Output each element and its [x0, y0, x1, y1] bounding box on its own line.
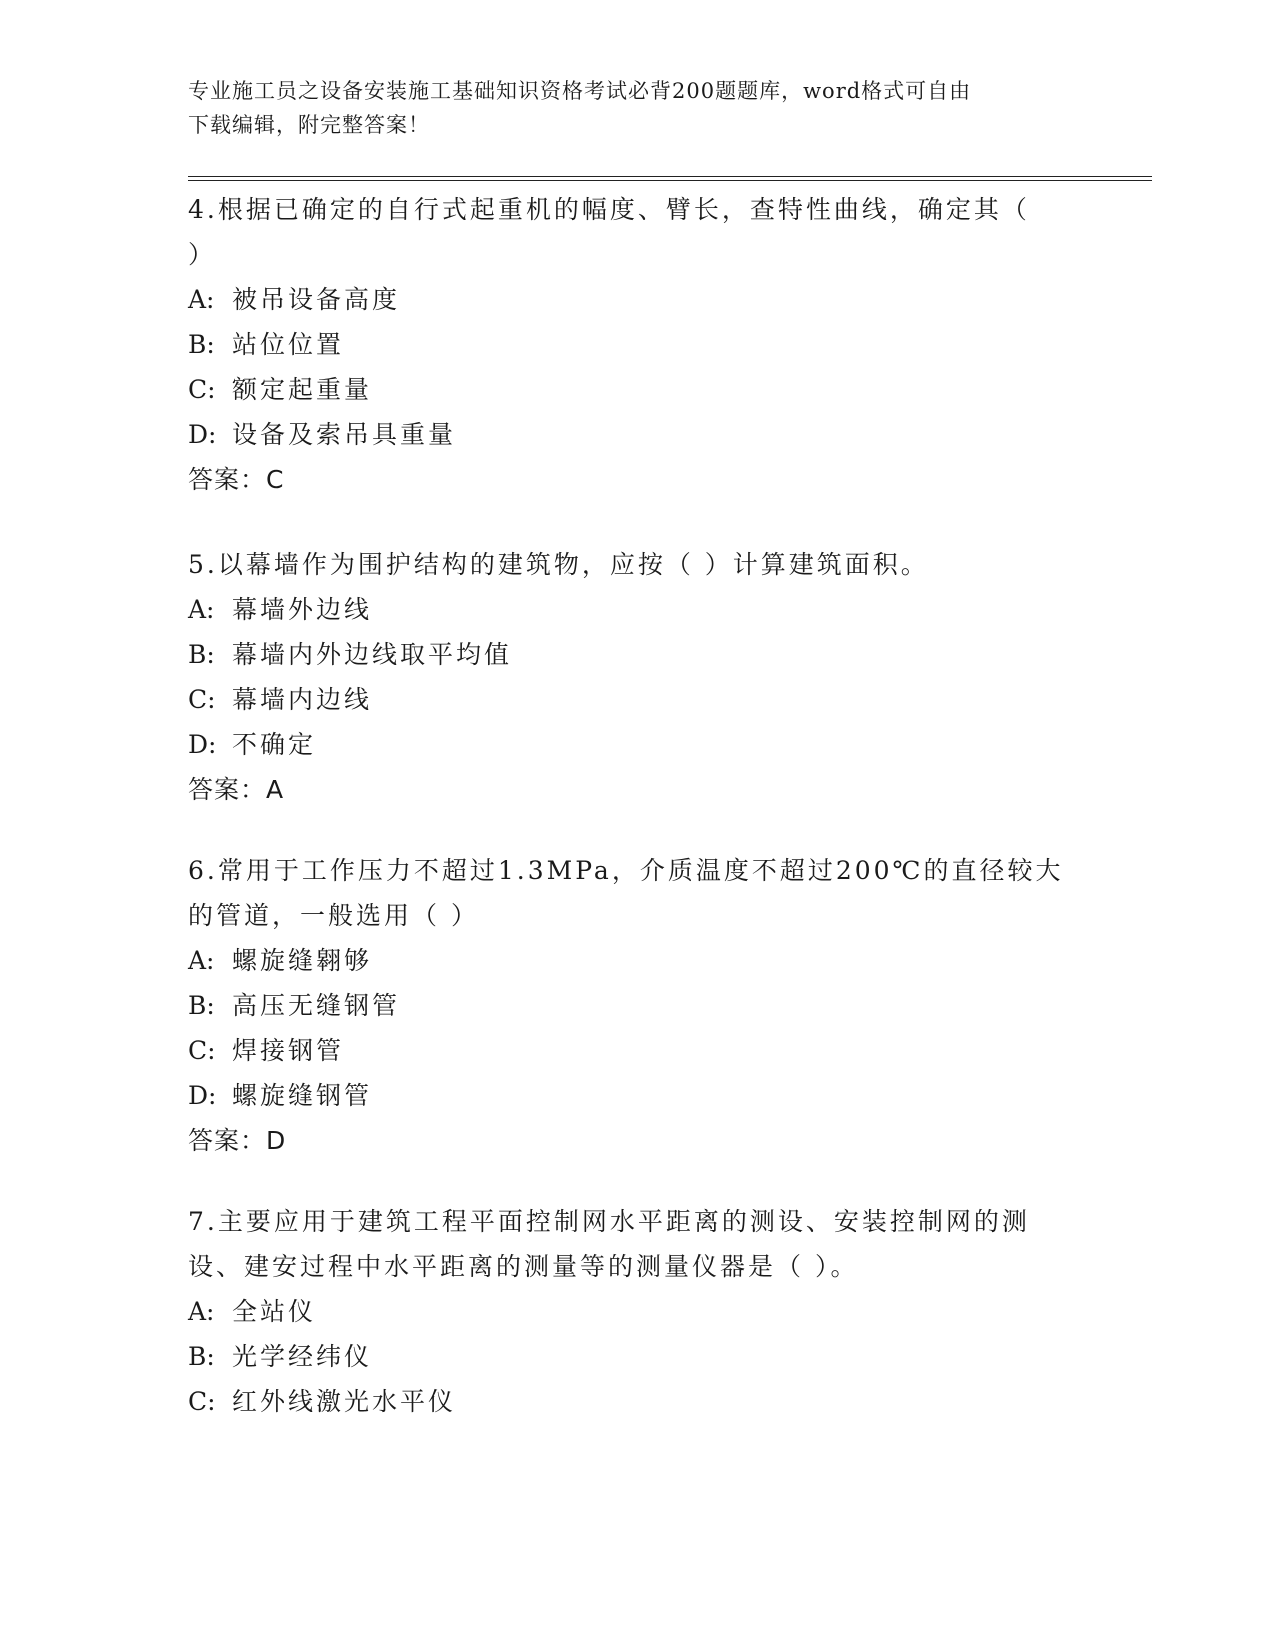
- answer-line: 答案：C: [188, 465, 285, 494]
- question-4: [188, 187, 1088, 502]
- option-c: [188, 1028, 1088, 1073]
- option-b: [188, 632, 1088, 677]
- option-text: 幕墙外边线: [232, 595, 373, 624]
- option-text: 被吊设备高度: [232, 285, 401, 314]
- option-letter: B:: [188, 991, 215, 1020]
- option-letter: A:: [188, 595, 215, 624]
- option-text: 额定起重量: [232, 375, 373, 404]
- option-b: [188, 983, 1088, 1028]
- option-letter: C:: [188, 1387, 216, 1416]
- option-a: [188, 1289, 1088, 1334]
- answer-line: 答案：A: [188, 775, 285, 804]
- option-text: 设备及索吊具重量: [232, 420, 457, 449]
- document-header: [188, 74, 1068, 142]
- option-d: [188, 1073, 1088, 1118]
- question-5: [188, 542, 1088, 812]
- option-letter: D:: [188, 420, 217, 449]
- option-text: 螺旋缝钢管: [232, 1081, 373, 1110]
- question-stem-line-2: ）: [188, 240, 217, 269]
- option-letter: C:: [188, 685, 216, 714]
- option-text: 光学经纬仪: [232, 1342, 373, 1371]
- question-stem-line-2: 设、建安过程中水平距离的测量等的测量仪器是（ ）。: [188, 1252, 859, 1281]
- option-c: [188, 367, 1088, 412]
- option-c: [188, 677, 1088, 722]
- option-letter: D:: [188, 730, 217, 759]
- question-stem-line-1: 4.根据已确定的自行式起重机的幅度、臂长，查特性曲线，确定其（: [188, 195, 1030, 224]
- option-text: 幕墙内边线: [232, 685, 373, 714]
- option-letter: B:: [188, 1342, 215, 1371]
- header-divider-top: [188, 176, 1152, 177]
- option-c: [188, 1379, 1088, 1424]
- option-a: [188, 938, 1088, 983]
- option-letter: B:: [188, 330, 215, 359]
- question-stem-line-1: 5.以幕墙作为围护结构的建筑物，应按（ ）计算建筑面积。: [188, 550, 929, 579]
- answer-line: 答案：D: [188, 1126, 287, 1155]
- header-title-line-2: 下载编辑，附完整答案！: [188, 113, 430, 137]
- question-stem-line-1: 6.常用于工作压力不超过1.3MPa，介质温度不超过200℃的直径较大: [188, 856, 1064, 885]
- option-letter: C:: [188, 1036, 216, 1065]
- option-a: [188, 587, 1088, 632]
- option-letter: A:: [188, 1297, 215, 1326]
- option-text: 高压无缝钢管: [232, 991, 401, 1020]
- option-letter: B:: [188, 640, 215, 669]
- question-6: [188, 848, 1088, 1163]
- option-b: [188, 1334, 1088, 1379]
- option-text: 站位位置: [232, 330, 345, 359]
- header-title-line-1: 专业施工员之设备安装施工基础知识资格考试必背200题题库，word格式可自由: [188, 79, 972, 103]
- option-a: [188, 277, 1088, 322]
- option-text: 全站仪: [232, 1297, 317, 1326]
- option-text: 红外线激光水平仪: [232, 1387, 457, 1416]
- option-text: 焊接钢管: [232, 1036, 345, 1065]
- question-stem-line-1: 7.主要应用于建筑工程平面控制网水平距离的测设、安装控制网的测: [188, 1207, 1030, 1236]
- option-b: [188, 322, 1088, 367]
- question-7: [188, 1199, 1088, 1424]
- option-letter: D:: [188, 1081, 217, 1110]
- option-text: 螺旋缝翱够: [232, 946, 373, 975]
- option-letter: C:: [188, 375, 216, 404]
- option-letter: A:: [188, 946, 215, 975]
- option-d: [188, 412, 1088, 457]
- question-stem-line-2: 的管道，一般选用（ ）: [188, 901, 479, 930]
- option-text: 幕墙内外边线取平均值: [232, 640, 513, 669]
- option-letter: A:: [188, 285, 215, 314]
- option-d: [188, 722, 1088, 767]
- header-divider-bottom: [188, 180, 1152, 181]
- option-text: 不确定: [232, 730, 317, 759]
